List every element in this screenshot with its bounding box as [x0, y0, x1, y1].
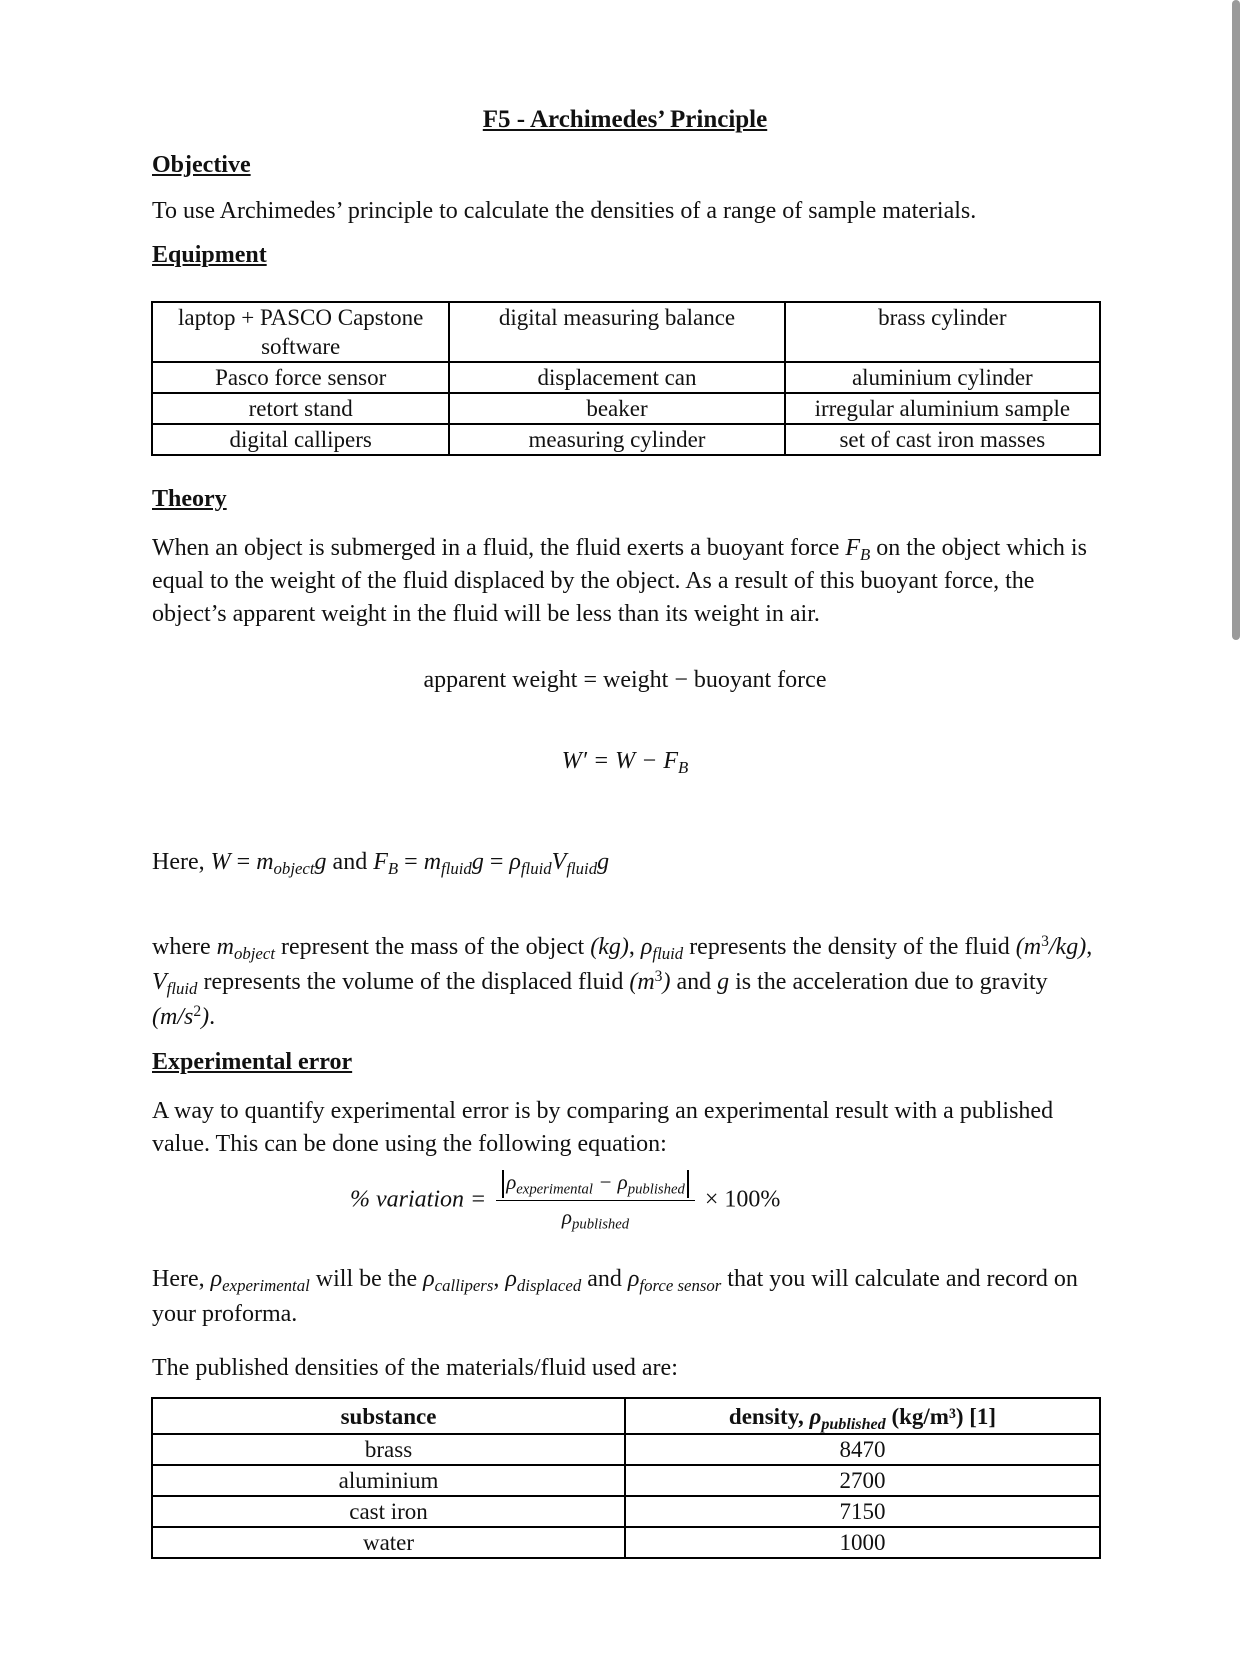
page-title: F5 - Archimedes’ Principle	[482, 106, 768, 133]
density-value: 7150	[625, 1496, 1100, 1527]
equipment-cell: beaker	[449, 393, 784, 424]
objective-heading: Objective	[152, 152, 251, 178]
published-densities-intro: The published densities of the materials/fluid used are:	[152, 1355, 678, 1381]
density-value: 2700	[625, 1465, 1100, 1496]
word-equation: apparent weight = weight − buoyant force	[423, 667, 827, 693]
density-value: 1000	[625, 1527, 1100, 1558]
equipment-cell: digital callipers	[152, 424, 449, 455]
table-row	[152, 1496, 1100, 1527]
theory-heading: Theory	[152, 486, 227, 512]
table-row	[152, 1465, 1100, 1496]
density-value: 8470	[625, 1434, 1100, 1465]
density-header-density: density, $\rho_{published}$ (kg/m³) [1]	[625, 1398, 1100, 1434]
equipment-cell: Pasco force sensor	[152, 362, 449, 393]
equipment-cell: displacement can	[449, 362, 784, 393]
experimental-error-intro: A way to quantify experimental error is by comparing an experimental result with a published value. This can be done using the following equation:	[152, 1098, 1054, 1157]
equipment-cell: aluminium cylinder	[785, 362, 1100, 393]
density-table	[151, 1397, 1101, 1559]
density-substance: aluminium	[152, 1465, 625, 1496]
experimental-error-heading: Experimental error	[152, 1049, 353, 1075]
equipment-cell: measuring cylinder	[449, 424, 784, 455]
theory-paragraph: When an object is submerged in a fluid, the fluid exerts a buoyant force $F_B$ on the object which is equal to the weight of the fluid displaced by the object. As a result of this buoyant force, the object’s apparent weight in the fluid will be less than its weight in air.	[152, 535, 1087, 627]
weight-definition: Here, $W = m_{object}g$ and $F_B = m_{fluid}g = \rho_{fluid}V_{fluid}g$	[152, 849, 610, 879]
equipment-cell: laptop + PASCO Capstone software	[152, 302, 449, 362]
equipment-cell: digital measuring balance	[449, 302, 784, 362]
variation-note: Here, $\rho_{experimental}$ will be the $\rho_{callipers}$, $\rho_{displaced}$ and $\rho_{force sensor}$ that you will calculate and record on your proforma.	[152, 1266, 1078, 1327]
equipment-cell: retort stand	[152, 393, 449, 424]
table-row	[152, 1527, 1100, 1558]
objective-text: To use Archimedes’ principle to calculate the densities of a range of sample materials.	[152, 198, 977, 224]
equipment-cell: irregular aluminium sample	[785, 393, 1100, 424]
density-substance: brass	[152, 1434, 625, 1465]
equipment-heading: Equipment	[152, 242, 267, 268]
equipment-cell: set of cast iron masses	[785, 424, 1100, 455]
density-substance: water	[152, 1527, 625, 1558]
variation-fraction: $\frac{\rho_{experimental} - \rho_{published}}{\rho_{published}}$	[496, 1170, 695, 1230]
table-row	[152, 424, 1100, 455]
table-row	[152, 302, 1100, 362]
table-row	[152, 1398, 1100, 1434]
density-header-substance: substance	[152, 1398, 625, 1434]
equipment-cell: brass cylinder	[785, 302, 1100, 362]
symbol-equation: $W' = W - F_B$	[561, 748, 689, 778]
density-substance: cast iron	[152, 1496, 625, 1527]
table-row	[152, 362, 1100, 393]
table-row	[152, 1434, 1100, 1465]
table-row	[152, 393, 1100, 424]
equipment-table	[151, 301, 1101, 456]
variation-equation: % variation = $\frac{\rho_{experimental} - \rho_{published}}{\rho_{published}}$ × 100%	[350, 1170, 781, 1233]
variable-definitions: where $m_{object}$ represent the mass of the object (kg), $\rho_{fluid}$ represents the density of the fluid $(m^3/kg)$, $V_{fluid}$ represents the volume of the displaced fluid $(m^3)$ and g is the acceleration due to gravity $(m/s^2)$.	[152, 933, 1093, 1030]
scrollbar[interactable]	[1232, 0, 1240, 640]
